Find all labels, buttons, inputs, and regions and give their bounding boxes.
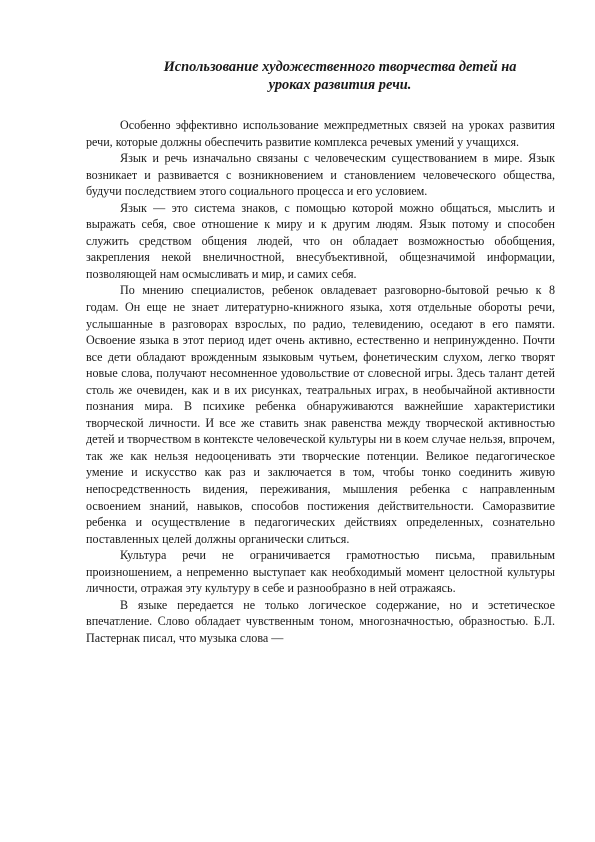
paragraph: Язык — это система знаков, с помощью которой можно общаться, мыслить и выражать себя, свое отношение к миру и к другим людям. Язык потому и способен служить средством общения людей, что он обладает возможностью обобщения, закрепления некой внеличностной, внесубъективной, общезначимой информации, позволяющей нам осмысливать и мир, и самих себя. xyxy=(86,200,555,281)
paragraph: Язык и речь изначально связаны с человеческим существованием в мире. Язык возникает и развивается с возникновением и становлением человеческого общества, будучи последствием этого социального процесса и его условием. xyxy=(86,151,555,199)
title-line-2: уроках развития речи. xyxy=(268,77,412,93)
paragraph: Особенно эффективно использование межпредметных связей на уроках развития речи, которые должны обеспечить развитие комплекса речевых умений у учащихся. xyxy=(86,118,555,149)
paragraph: В языке передается не только логическое содержание, но и эстетическое впечатление. Слово обладает чувственным тоном, многозначностью, образностью. Б.Л. Пастернак писал, что музыка слова — xyxy=(86,597,555,645)
title-line-1: Использование художественного творчества детей на xyxy=(163,59,517,75)
document-body xyxy=(86,117,555,647)
paragraph: Культура речи не ограничивается грамотностью письма, правильным произношением, а непременно выступает как необходимый момент целостной культуры личности, отражая эту культуру в себе и разнообразно в ней отражаясь. xyxy=(86,548,555,596)
document-title xyxy=(100,58,580,94)
paragraph: По мнению специалистов, ребенок овладевает разговорно-бытовой речью к 8 годам. Он еще не знает литературно-книжного языка, хотя отдельные обороты речи, услышанные в разговорах взрослых, по радио, телевидению, оседают в его памяти. Освоение языка в этот период идет очень активно, естественно и непринужденно. Почти все дети обладают врожденным языковым чутьем, фонетическим слухом, легко творят новые слова, получают несомненное удовольствие от словесной игры. Здесь талант детей столь же очевиден, как и в их рисунках, театральных играх, в необычайной активности познания мира. В психике ребенка обнаруживаются важнейшие характеристики творческой личности. И все же ставить знак равенства между творческой активностью детей и творчеством в контексте человеческой культуры ни в коем случае нельзя, впрочем, так же как нельзя недооценивать эти творческие потенции. Великое педагогическое умение и искусство как раз и заключается в том, чтобы тонко соединить живую непосредственность видения, переживания, мышления ребенка с направленным освоением знаний, навыков, способов постижения действительности. Саморазвитие ребенка и осуществление в педагогических действиях определенных, сознательно поставленных целей должны органически слиться. xyxy=(86,283,555,546)
